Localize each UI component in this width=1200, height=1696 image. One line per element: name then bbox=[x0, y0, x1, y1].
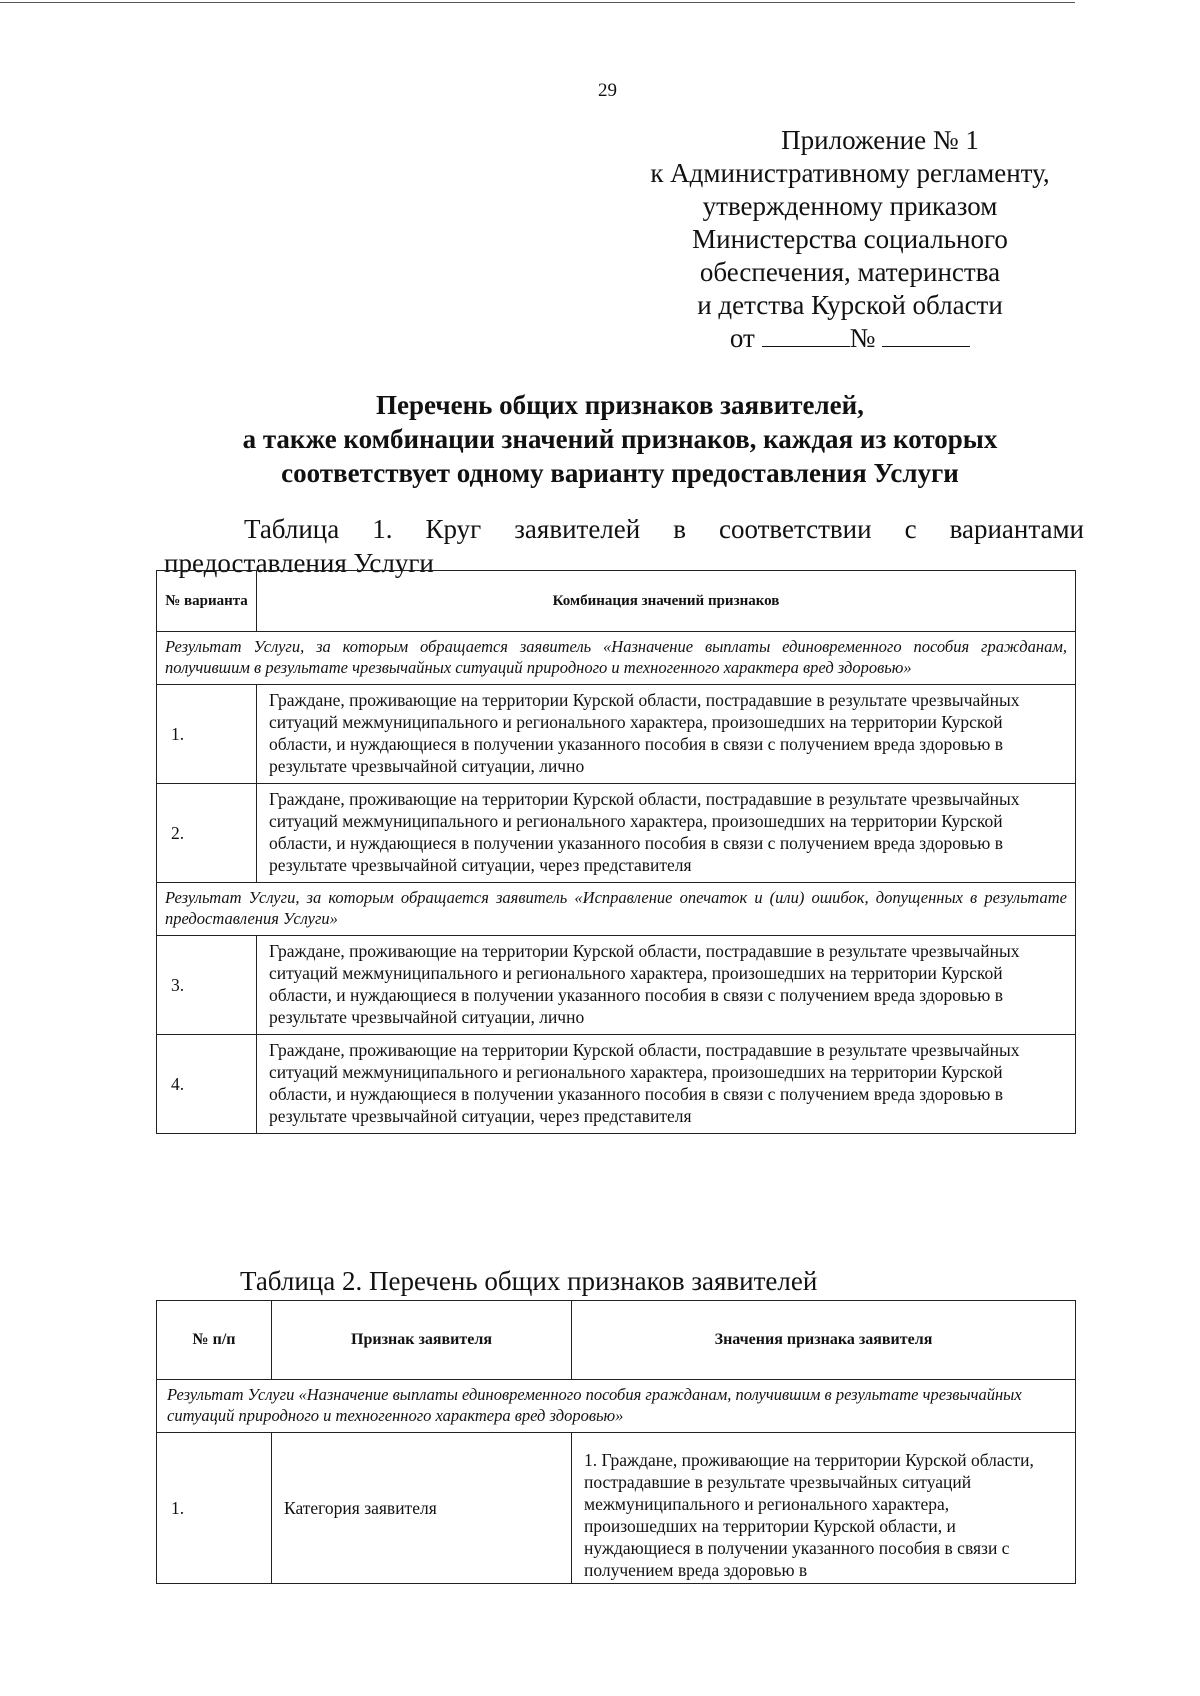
date-blank bbox=[762, 324, 850, 347]
page-number: 29 bbox=[598, 80, 617, 101]
appendix-line: к Административному регламенту, bbox=[650, 158, 1050, 188]
title-line: а также комбинации значений признаков, каждая из которых bbox=[242, 424, 998, 454]
table-row bbox=[157, 784, 1076, 883]
header-applicant-sign: Признак заявителя bbox=[272, 1301, 572, 1380]
variant-text: Граждане, проживающие на территории Курской области, пострадавшие в результате чрезвычайных ситуаций межмуниципального и регионального характера, произошедших на территории Курской области, и нуждающиеся в получении указанного пособия в связи с получением вреда здоровью в результате чрезвычайной ситуации, лично bbox=[257, 936, 1076, 1035]
appendix-block bbox=[600, 124, 1100, 355]
applicant-sign: Категория заявителя bbox=[272, 1433, 572, 1584]
header-variant-number: № варианта bbox=[157, 571, 257, 632]
header-combination: Комбинация значений признаков bbox=[257, 571, 1076, 632]
variant-text: Граждане, проживающие на территории Курской области, пострадавшие в результате чрезвычайных ситуаций межмуниципального и регионального характера, произошедших на территории Курской области, и нуждающиеся в получении указанного пособия в связи с получением вреда здоровью в результате чрезвычайной ситуации, через представителя bbox=[257, 1035, 1076, 1134]
number-sign: № bbox=[849, 323, 876, 353]
variant-number: 1. bbox=[157, 685, 257, 784]
title-line: Перечень общих признаков заявителей, bbox=[376, 390, 864, 420]
table-row bbox=[157, 936, 1076, 1035]
document-title bbox=[170, 388, 1070, 490]
variant-text: Граждане, проживающие на территории Курской области, пострадавшие в результате чрезвычайных ситуаций межмуниципального и регионального характера, произошедших на территории Курской области, и нуждающиеся в получении указанного пособия в связи с получением вреда здоровью в результате чрезвычайной ситуации, через представителя bbox=[257, 784, 1076, 883]
section-row bbox=[157, 883, 1076, 936]
table-row bbox=[157, 685, 1076, 784]
variant-number: 3. bbox=[157, 936, 257, 1035]
header-sign-value: Значения признака заявителя bbox=[572, 1301, 1076, 1380]
title-line: соответствует одному варианту предоставления Услуги bbox=[281, 458, 959, 488]
date-prefix: от bbox=[729, 323, 755, 353]
appendix-line: утвержденному приказом bbox=[702, 191, 998, 221]
section-row bbox=[157, 1380, 1076, 1433]
item-number: 1. bbox=[157, 1433, 272, 1584]
number-blank bbox=[882, 324, 970, 347]
table-row bbox=[157, 1035, 1076, 1134]
appendix-line: обеспечения, материнства bbox=[699, 257, 1001, 287]
table1-caption-line: предоставления Услуги bbox=[164, 548, 434, 578]
applicant-signs-table bbox=[156, 1300, 1076, 1584]
header-item-number: № п/п bbox=[157, 1301, 272, 1380]
top-border-line bbox=[0, 2, 1075, 3]
section-title: Результат Услуги, за которым обращается заявитель «Исправление опечаток и (или) ошибок, допущенных в результате предоставления Услуги» bbox=[157, 883, 1076, 936]
table-header-row bbox=[157, 1301, 1076, 1380]
section-title: Результат Услуги «Назначение выплаты единовременного пособия гражданам, получившим в результате чрезвычайных ситуаций природного и техногенного характера вред здоровью» bbox=[157, 1380, 1076, 1433]
table-row bbox=[157, 1433, 1076, 1584]
table-header-row bbox=[157, 571, 1076, 632]
variant-number: 4. bbox=[157, 1035, 257, 1134]
section-title: Результат Услуги, за которым обращается заявитель «Назначение выплаты единовременного пособия гражданам, получившим в результате чрезвычайных ситуаций природного и техногенного характера вред здоровью» bbox=[157, 632, 1076, 685]
table2-caption: Таблица 2. Перечень общих признаков заявителей bbox=[240, 1266, 818, 1296]
variant-number: 2. bbox=[157, 784, 257, 883]
appendix-line: Министерства социального bbox=[692, 224, 1008, 254]
appendix-date-line bbox=[600, 322, 1100, 355]
variants-table bbox=[156, 570, 1076, 1134]
appendix-line: и детства Курской области bbox=[697, 290, 1003, 320]
appendix-line: Приложение № 1 bbox=[781, 125, 979, 155]
sign-value: 1. Граждане, проживающие на территории Курской области, пострадавшие в результате чрезвычайных ситуаций межмуниципального и регионального характера, произошедших на территории Курской области, и нуждающиеся в получении указанного пособия в связи с получением вреда здоровью в bbox=[572, 1433, 1076, 1584]
table1-caption-line: Таблица 1. Круг заявителей в соответствии с вариантами bbox=[244, 514, 1084, 544]
variant-text: Граждане, проживающие на территории Курской области, пострадавшие в результате чрезвычайных ситуаций межмуниципального и регионального характера, произошедших на территории Курской области, и нуждающиеся в получении указанного пособия в связи с получением вреда здоровью в результате чрезвычайной ситуации, лично bbox=[257, 685, 1076, 784]
section-row bbox=[157, 632, 1076, 685]
